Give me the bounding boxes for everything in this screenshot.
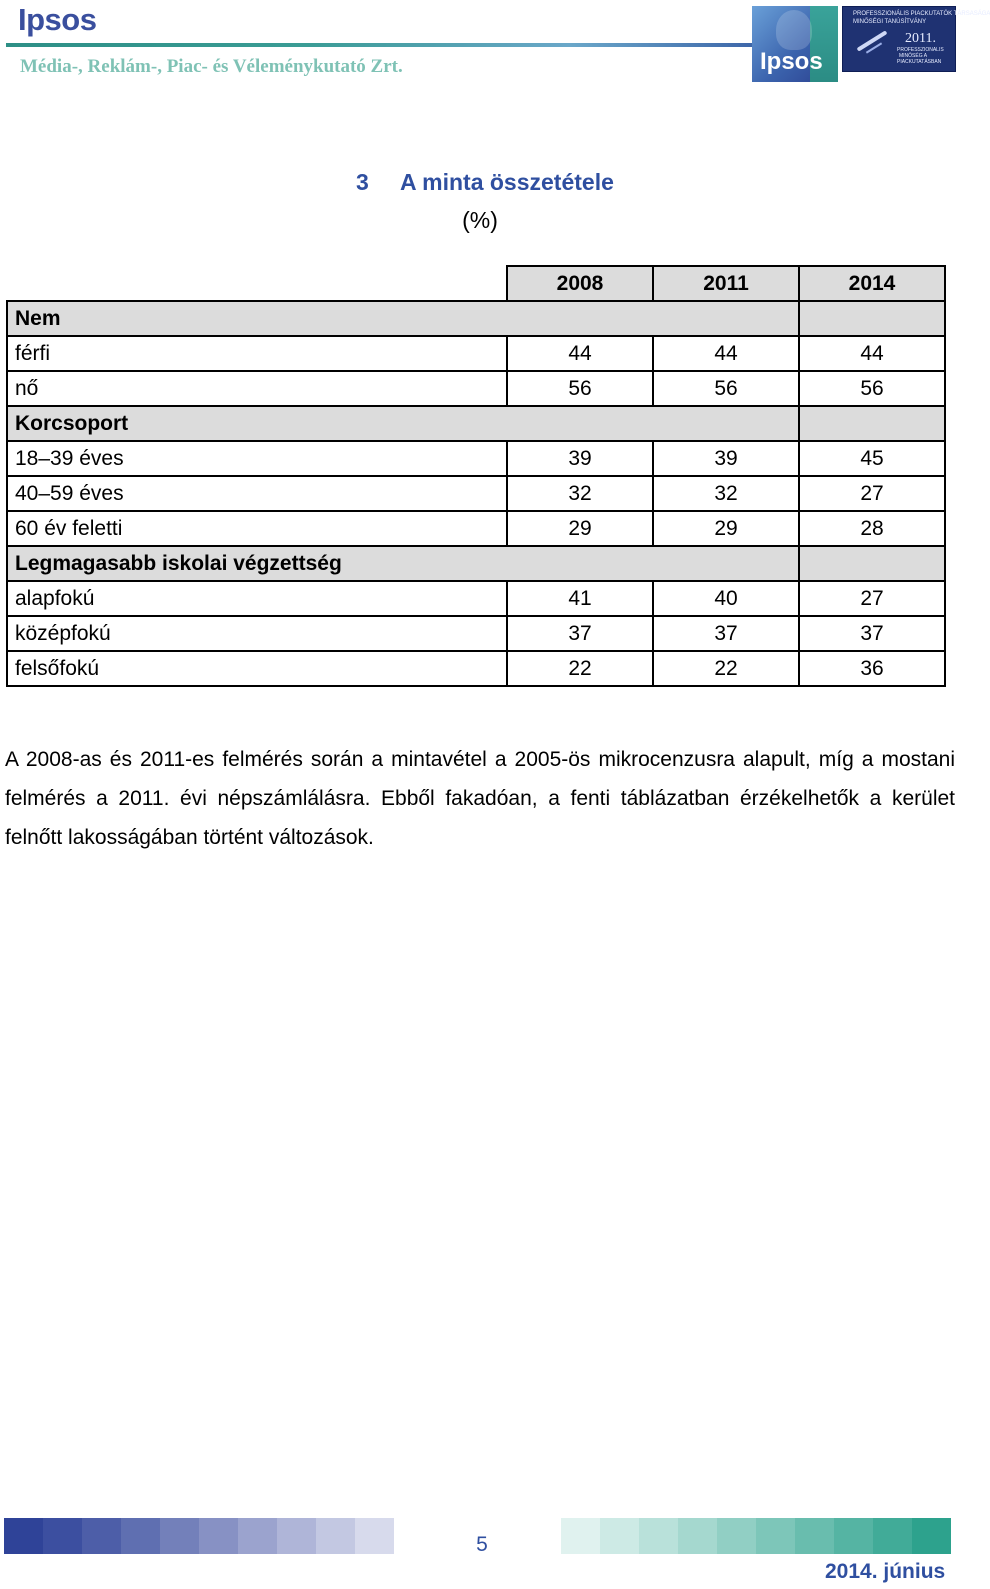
footer-color-block — [912, 1518, 951, 1554]
group-blank-cell — [507, 406, 799, 441]
header-rule — [6, 43, 758, 47]
value-cell: 44 — [507, 336, 653, 371]
footer-color-block — [4, 1518, 43, 1554]
value-cell: 32 — [507, 476, 653, 511]
page-number: 5 — [476, 1533, 488, 1556]
footer-color-block — [834, 1518, 873, 1554]
value-cell: 41 — [507, 581, 653, 616]
row-label: férfi — [7, 336, 507, 371]
footer-color-block — [561, 1518, 600, 1554]
footer-color-block — [121, 1518, 160, 1554]
value-cell: 56 — [653, 371, 799, 406]
cert-line-1: PROFESSZIONÁLIS PIACKUTATÓK TÁRSASÁGA — [853, 11, 990, 17]
value-cell: 36 — [799, 651, 945, 686]
value-cell: 27 — [799, 476, 945, 511]
row-label: nő — [7, 371, 507, 406]
value-cell: 37 — [799, 616, 945, 651]
footer-color-block — [160, 1518, 199, 1554]
value-cell: 29 — [507, 511, 653, 546]
row-label: 40–59 éves — [7, 476, 507, 511]
methodology-note: A 2008-as és 2011-es felmérés során a mintavétel a 2005-ös mikrocenzusra alapult, míg a mostani felmérés a 2011. évi népszámlálásra. Ebből fakadóan, a fenti táblázatban érzékelhetők a kerület felnőtt lakosságában történt változások. — [5, 748, 955, 849]
footer-date: 2014. június — [825, 1560, 946, 1583]
footer-color-block — [355, 1518, 394, 1554]
value-cell: 22 — [507, 651, 653, 686]
value-cell: 27 — [799, 581, 945, 616]
row-label: középfokú — [7, 616, 507, 651]
section-number: 3 — [356, 169, 369, 195]
ipsos-badge-logo — [752, 6, 838, 82]
table-row — [7, 651, 945, 686]
value-cell: 32 — [653, 476, 799, 511]
value-cell: 37 — [653, 616, 799, 651]
badge-logo-text: Ipsos — [760, 48, 823, 75]
footer-color-block — [238, 1518, 277, 1554]
table-row — [7, 616, 945, 651]
footer-color-block — [43, 1518, 82, 1554]
table-row — [7, 336, 945, 371]
group-blank-cell — [799, 546, 945, 581]
footer-color-block — [316, 1518, 355, 1554]
value-cell: 29 — [653, 511, 799, 546]
value-cell: 56 — [507, 371, 653, 406]
footer-color-block — [756, 1518, 795, 1554]
group-label: Legmagasabb iskolai végzettség — [7, 546, 507, 581]
ipsos-logo: Ipsos — [18, 2, 97, 37]
value-cell: 44 — [653, 336, 799, 371]
row-label: felsőfokú — [7, 651, 507, 686]
value-cell: 56 — [799, 371, 945, 406]
group-blank-cell — [799, 406, 945, 441]
table-row — [7, 476, 945, 511]
cert-line-2: MINŐSÉGI TANÚSÍTVÁNY — [853, 19, 927, 25]
section-title — [356, 169, 614, 196]
table-row — [7, 371, 945, 406]
value-cell: 39 — [507, 441, 653, 476]
table-group-row — [7, 406, 945, 441]
group-blank-cell — [799, 301, 945, 336]
footer-color-block — [277, 1518, 316, 1554]
footer-color-block — [873, 1518, 912, 1554]
cert-line-4: MINŐSÉG A — [899, 53, 928, 59]
table-group-row — [7, 301, 945, 336]
row-label: 60 év feletti — [7, 511, 507, 546]
section-title-text: A minta összetétele — [400, 169, 614, 195]
table-row — [7, 511, 945, 546]
value-cell: 22 — [653, 651, 799, 686]
table-row — [7, 441, 945, 476]
group-label: Korcsoport — [7, 406, 507, 441]
column-header: 2014 — [799, 266, 945, 301]
footer-color-block — [199, 1518, 238, 1554]
footer-color-block — [600, 1518, 639, 1554]
column-header: 2008 — [507, 266, 653, 301]
footer-color-block — [717, 1518, 756, 1554]
table-group-row — [7, 546, 945, 581]
row-label: alapfokú — [7, 581, 507, 616]
footer-color-block — [82, 1518, 121, 1554]
table-row — [7, 581, 945, 616]
value-cell: 37 — [507, 616, 653, 651]
sample-composition-table — [6, 265, 946, 687]
group-label: Nem — [7, 301, 507, 336]
group-blank-cell — [507, 546, 799, 581]
profile-face-icon — [776, 10, 812, 50]
table-header-row — [7, 266, 945, 301]
row-label: 18–39 éves — [7, 441, 507, 476]
cert-year: 2011. — [905, 31, 936, 46]
value-cell: 44 — [799, 336, 945, 371]
group-blank-cell — [507, 301, 799, 336]
footer-color-block — [678, 1518, 717, 1554]
quality-certificate-badge — [842, 6, 990, 72]
cert-line-3: PROFESSZIONALIS — [897, 47, 944, 53]
unit-label: (%) — [462, 207, 498, 233]
table-corner-cell — [7, 266, 507, 301]
footer-color-block — [639, 1518, 678, 1554]
footer-color-block — [795, 1518, 834, 1554]
cert-line-5: PIACKUTATÁSBAN — [897, 59, 942, 65]
footer-color-bar-right — [561, 1518, 951, 1554]
footer-color-bar-left — [4, 1518, 394, 1554]
value-cell: 39 — [653, 441, 799, 476]
column-header: 2011 — [653, 266, 799, 301]
company-name: Média-, Reklám-, Piac- és Véleménykutató Zrt. — [20, 56, 403, 77]
value-cell: 45 — [799, 441, 945, 476]
value-cell: 40 — [653, 581, 799, 616]
value-cell: 28 — [799, 511, 945, 546]
